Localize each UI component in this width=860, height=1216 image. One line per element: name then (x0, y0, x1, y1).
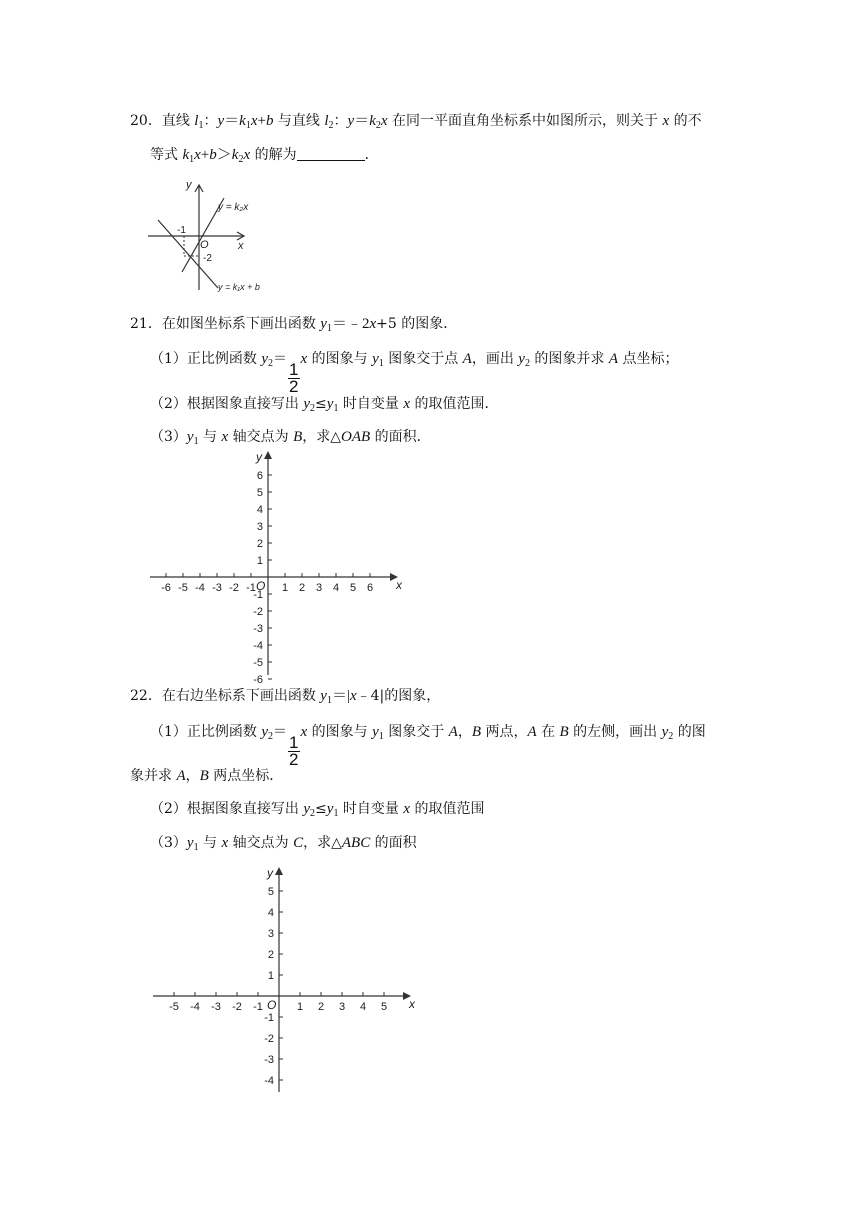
q21-part1: （1）正比例函数 $y_2=$ $\frac{1}{2}$ x 的图象与 $y_1$ 图象交于点 A，画出 $y_2$ 的图象并求 A 点坐标； (150, 351, 679, 396)
x-tick-label: -4 (195, 582, 205, 594)
x-axis-label: x (238, 240, 244, 252)
q20-colon: ： (333, 113, 348, 129)
q21-line1 (130, 314, 457, 334)
x-tick-label: -5 (178, 582, 188, 594)
x-tick-label: 3 (338, 1001, 346, 1013)
x-tick-label: 5 (380, 1001, 388, 1013)
y-axis-label: y (186, 179, 192, 191)
q20-text: 直线 (161, 113, 195, 129)
q20-period: ． (364, 147, 379, 163)
q22-part1: （1）正比例函数 $y_2=$ $\frac{1}{2}$ x 的图象与 $y_1$ 图象交于 A，B 两点，A 在 B 的左侧，画出 $y_2$ 的图 (150, 724, 706, 769)
x-tick-label: 2 (317, 1001, 325, 1013)
q20-l1: $l_1$ (194, 113, 204, 131)
tick-label: -1 (177, 225, 186, 236)
q20-line1 (130, 111, 702, 131)
q22-number: 22． (130, 688, 162, 704)
y-tick-label: 5 (267, 886, 274, 898)
fraction-one-half: $\frac{1}{2}$ (289, 733, 299, 769)
q22-coordinate-grid (145, 866, 435, 1101)
q20-text: 等式 (150, 147, 183, 163)
line-k1x-b-label: y = k₁x + b (218, 282, 260, 292)
q22-part1-cont: 象并求 A，B 两点坐标． (130, 768, 284, 784)
x-tick-label: -4 (190, 1001, 200, 1013)
x-tick-label: 2 (298, 582, 306, 594)
y-tick-label: -5 (253, 657, 263, 669)
q20-inequality: $k_1x+b>k_2x$ (182, 147, 251, 165)
q21-text: 在如图坐标系下画出函数 (161, 316, 321, 332)
q21-part2: （2）根据图象直接写出 $y_2\le y_1$ 时自变量 x 的取值范围． (150, 396, 499, 414)
x-tick-label: -2 (232, 1001, 242, 1013)
q21-text: +5 的图象． (376, 316, 458, 332)
q20-graph (140, 180, 280, 300)
x-tick-label: -6 (161, 582, 171, 594)
origin-label: O (200, 239, 209, 251)
q20-line2 (150, 145, 379, 165)
x-tick-label: 3 (315, 582, 323, 594)
y-tick-label: 1 (256, 555, 263, 567)
y-tick-label: 6 (256, 470, 263, 482)
line-k2x-label: y = k₂x (218, 202, 249, 213)
y-tick-label: -1 (253, 589, 263, 601)
x-axis-label: x (409, 997, 415, 1011)
q20-eq1: $y=k_1x+b$ (217, 113, 274, 131)
x-tick-label: -1 (253, 1001, 263, 1013)
q20-colon: ： (203, 113, 218, 129)
q22-part3: $(3)y_1$ 与 x 轴交点为 C，求△ABC 的面积 (150, 835, 417, 853)
x-tick-label: -5 (169, 1001, 179, 1013)
x-tick-label: 5 (349, 582, 357, 594)
q22-text: 在右边坐标系下画出函数 (161, 688, 321, 704)
y-tick-label: -1 (264, 1012, 274, 1024)
y-tick-label: 2 (267, 949, 274, 961)
origin-label: O (267, 998, 277, 1012)
y-tick-label: -6 (253, 674, 263, 686)
q22-text: ﹣4|的图象， (356, 688, 441, 704)
q21-part3: $(3)y_1$ 与 x 轴交点为 B，求△OAB 的面积． (150, 429, 431, 447)
q21-number: 21． (130, 316, 162, 332)
y-axis-label: y (256, 450, 262, 464)
q20-number: 20． (130, 113, 162, 129)
y-tick-label: 4 (267, 907, 274, 919)
x-tick-label: -3 (211, 1001, 221, 1013)
y-tick-label: 3 (256, 521, 263, 533)
y-tick-label: 2 (256, 538, 263, 550)
x-tick-label: -1 (246, 582, 256, 594)
y-tick-label: 1 (267, 970, 274, 982)
x-tick-label: 6 (366, 582, 374, 594)
origin-label: O (256, 579, 266, 593)
q20-l2: $l_2$ (324, 113, 334, 131)
q20-var: x (662, 113, 670, 129)
y-tick-label: 3 (267, 928, 274, 940)
x-tick-label: 1 (296, 1001, 304, 1013)
y-tick-label: 4 (256, 504, 263, 516)
q20-text: 的解为 (250, 147, 297, 163)
x-tick-label: 4 (332, 582, 340, 594)
tick-label: -2 (203, 253, 212, 264)
q20-eq2: $y=k_2x$ (347, 113, 388, 131)
x-tick-label: -2 (229, 582, 239, 594)
q22-line1 (130, 686, 440, 706)
y-axis-label: y (267, 866, 273, 880)
y-tick-label: -4 (264, 1075, 274, 1087)
y-tick-label: -4 (253, 640, 263, 652)
fraction-one-half: $\frac{1}{2}$ (289, 360, 299, 396)
q21-func: $y_1=﹣2x$ (320, 316, 377, 334)
y-axis-arrow (264, 451, 272, 459)
q22-func: $y_1=|x$ (320, 688, 357, 706)
q21-coordinate-grid (140, 450, 410, 686)
answer-blank[interactable] (297, 146, 365, 161)
q20-text: 与直线 (273, 113, 325, 129)
y-tick-label: -2 (253, 606, 263, 618)
x-tick-label: 1 (281, 582, 289, 594)
x-axis-label: x (396, 578, 402, 592)
y-tick-label: -3 (264, 1054, 274, 1066)
q20-text: 在同一平面直角坐标系中如图所示，则关于 (387, 113, 663, 129)
y-tick-label: 5 (256, 487, 263, 499)
q22-part2: （2）根据图象直接写出 $y_2\le y_1$ 时自变量 x 的取值范围 (150, 801, 485, 819)
q20-text: 的不 (669, 113, 702, 129)
y-tick-label: -3 (253, 623, 263, 635)
x-tick-label: -3 (212, 582, 222, 594)
y-axis-arrow (275, 867, 283, 875)
y-tick-label: -2 (264, 1033, 274, 1045)
x-tick-label: 4 (359, 1001, 367, 1013)
